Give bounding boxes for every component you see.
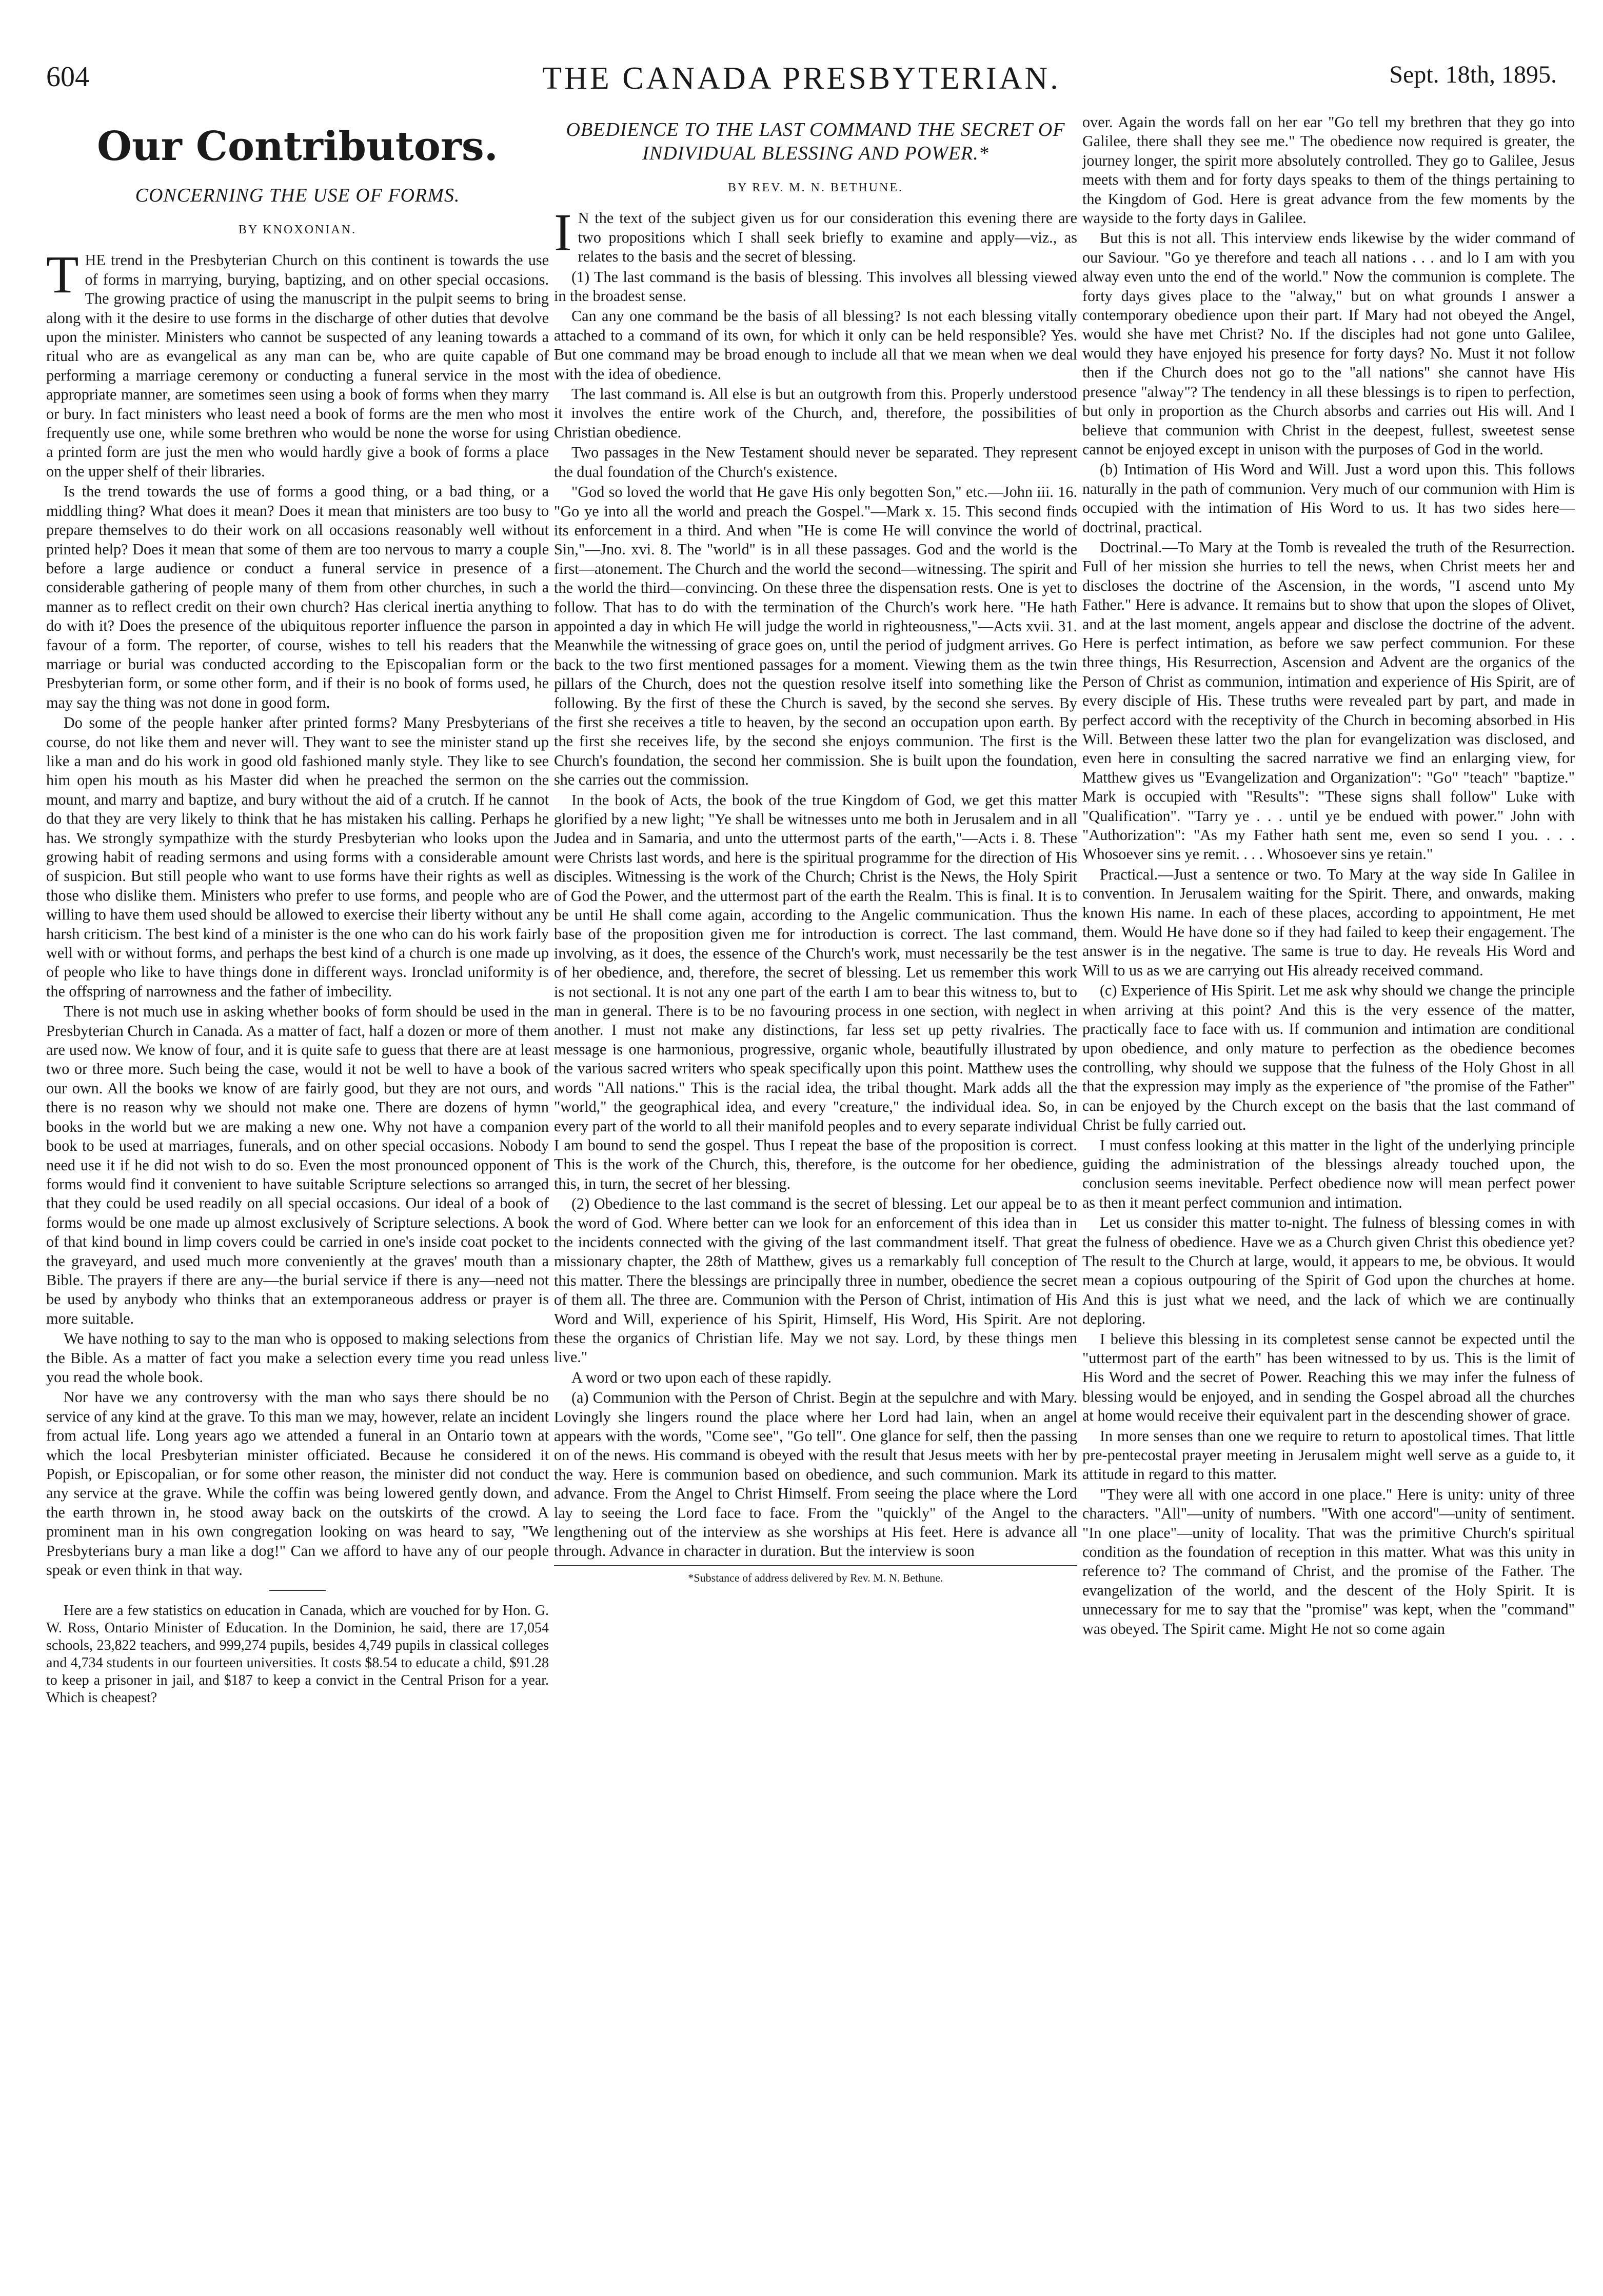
article-paragraph: (c) Experience of His Spirit. Let me ask why should we change the principle when arriving at this point? And this is the very essence of the matter, practically face to face with us. If communion and intimation are conditional upon obedience, and only mature to perfection as the obedience becomes controlling, why should we suppose that the fulness of the Holy Ghost in all that the expression may imply as the experience of "the promise of the Father" can be enjoyed by the Church except on the basis that the last command of Christ be fully carried out. — [1082, 982, 1575, 1134]
article-paragraph: But this is not all. This interview ends likewise by the wider command of our Saviour. "Go ye therefore and teach all nations . . . and lo I am with you alway even unto the end of the world." Now the communion is complete. The forty days gives place to the "alway," but on what grounds I answer a contemporary obedience upon their part. If Mary had not obeyed the Angel, would she have met Christ? No. If the disciples had not gone unto Galilee, would they have enjoyed his presence for forty days? No. Must it not follow then if the Church does not go to the "all nations" she cannot have His presence "alway"? The tendency in all these blessings is to ripen to perfection, but only in proportion as the Church absorbs and carries out His will. And I believe that communion with Christ in the deepest, fullest, sweetest sense cannot be enjoyed except in unison with the purposes of God in the world. — [1082, 229, 1575, 458]
article-paragraph: I believe this blessing in its completest sense cannot be expected until the "uttermost part of the earth" has been witnessed to by us. This is the limit of His Word and the secret of Power. Reaching this we may infer the fulness of blessing would be enjoyed, and in sending the Gospel abroad all the churches at home would receive their equivalent part in the descending shower of grace. — [1082, 1330, 1575, 1425]
article-byline: BY REV. M. N. BETHUNE. — [727, 181, 903, 194]
article-paragraph: Practical.—Just a sentence or two. To Mary at the way side In Galilee in convention. In Jerusalem waiting for the Spirit. There, and onwards, making known His name. In each of these places, according to appointment, He met them. Would He have done so if they had failed to keep their engagement. The answer is in the negative. The same is true to day. He reveals His Word and Will to us as we are carrying out His already received command. — [1082, 865, 1575, 979]
article-title: OBEDIENCE TO THE LAST COMMAND THE SECRET OF INDIVIDUAL BLESSING AND POWER.* — [566, 119, 1065, 164]
article-paragraph: I must confess looking at this matter in the light of the underlying principle guiding the administration of the blessings already touched upon, the conclusion seems inevitable. Perfect obedience now will mean perfect power as then it meant perfect communion and intimation. — [1082, 1136, 1575, 1211]
article-paragraph: Is the trend towards the use of forms a good thing, or a bad thing, or a middling thing? What does it mean? Does it mean that ministers are too busy to prepare themselves to do their work on all occasions reasonably well without printed help? Does it mean that some of them are too nervous to marry a couple before a large audience or conduct a funeral service in presence of a considerable gathering of people many of them from other churches, in such a manner as to reflect credit on their own church? Has clerical inertia anything to do with it? Does the presence of the ubiquitous reporter influence the parson in favour of a form. The reporter, of course, wishes to tell his readers that the marriage or burial was conducted according to the Episcopalian form or the Presbyterian form, or some other form, and if their is no book of forms used, he may say the thing was not done in good form. — [46, 483, 549, 711]
article-paragraph: Nor have we any controversy with the man who says there should be no service of any kind at the grave. To this man we may, however, relate an incident from actual life. Long years ago we attended a funeral in an Ontario town at which the local Presbyterian minister officiated. Because he considered it Popish, or Episcopalian, or for some other reason, the minister did not conduct any service at the grave. While the coffin was being lowered gently down, and the earth thrown in, he stood away back on the outskirts of the crowd. A prominent man in his own congregation looking on was heard to say, "We Presbyterians bury a man like a dog!" Can we afford to have any of our people speak or even think in that way. — [46, 1388, 549, 1579]
newspaper-title: THE CANADA PRESBYTERIAN. — [542, 61, 1061, 96]
article-paragraph: Doctrinal.—To Mary at the Tomb is revealed the truth of the Resurrection. Full of her mission she hurries to tell the news, when Christ meets her and discloses the doctrine of the Ascension, in the words, "I ascend unto My Father." Here is advance. It remains but to show that upon the slopes of Olivet, and at the last moment, angels appear and disclose the doctrine of the advent. Here is perfect intimation, as before we saw perfect communion. For these three things, His Resurrection, Ascension and Advent are the organics of the Person of Christ as communion, intimation and experience of His Spirit, are of every disciple of His. These truths were revealed part by part, and made in perfect accord with the receptivity of the Church in becoming absorbed in His Will. Between these latter two the plan for evangelization was disclosed, and even here in consulting the sacred narrative we find an enlarging view, for Matthew gives us "Evangelization and Organization": "Go" "teach" "baptize." Mark is occupied with "Results": "These signs shall follow" Luke with "Qualification". "Tarry ye . . . until ye be endued with power." John with "Authorization": "As my Father hath sent me, even so send I you. . . . Whosoever sins ye remit. . . . Whosoever sins ye retain." — [1082, 538, 1575, 863]
column-1 — [46, 113, 549, 1707]
issue-date: Sept. 18th, 1895. — [1389, 61, 1557, 88]
article-byline: BY KNOXONIAN. — [238, 223, 357, 236]
article-paragraph: We have nothing to say to the man who is opposed to making selections from the Bible. As a matter of fact you make a selection every time you read unless you read the whole book. — [46, 1330, 549, 1386]
page-number: 604 — [46, 61, 89, 93]
article-paragraph: (2) Obedience to the last command is the secret of blessing. Let our appeal be to the word of God. Where better can we look for an enforcement of this idea than in the incidents connected with the giving of the last commandment itself. That great missionary chapter, the 28th of Matthew, gives us a remarkably full conception of this matter. There the blessings are principally three in number, obedience the secret of them all. The three are. Communion with the Person of Christ, intimation of His Word and Will, experience of his Spirit, Himself, His Word, His Spirit. Are not these the organics of Christian life. May we not say. Lord, by these things men live." — [554, 1195, 1077, 1366]
footnote: *Substance of address delivered by Rev. M. N. Bethune. — [554, 1565, 1077, 1587]
drop-cap: T — [46, 245, 79, 305]
masthead — [46, 61, 1557, 107]
article-paragraph: A word or two upon each of these rapidly. — [571, 1368, 832, 1386]
article-paragraph: Two passages in the New Testament should never be separated. They represent the dual foundation of the Church's existence. — [554, 444, 1077, 481]
article-title: CONCERNING THE USE OF FORMS. — [135, 185, 460, 206]
article-paragraph: In the book of Acts, the book of the true Kingdom of God, we get this matter glorified by a new light; "Ye shall be witnesses unto me both in Jerusalem and in all Judea and in Samaria, and unto the uttermost parts of the earth,"—Acts i. 8. These were Christs last words, and here is the spiritual programme for the direction of His disciples. Witnessing is the work of the Church; Christ is the News, the Holy Spirit of God the Power, and the uttermost part of the earth the Realm. This is final. It is to be until He shall come again, according to the Angelic communication. Thus the base of the proposition given me for introduction is correct. The last command, involving, as it does, the essence of the Church's work, must necessarily be the test of her obedience, and, therefore, the secret of blessing. Let us remember this work is not sectional. It is not any one part of the earth I am to bear this witness to, but to man in general. There is to be no favouring process in one section, with neglect in another. I must not make any distinctions, far less set up petty rivalries. The message is one harmonious, progressive, organic whole, beautifully illustrated by the various sacred writers who speak specifically upon this point. Matthew uses the words "All nations." This is the racial idea, the tribal thought. Mark adds all the "world," the geographical idea, and every "creature," the individual idea. So, in every part of the world to all their manifold peoples and to every separate individual I am bound to send the gospel. Thus I repeat the base of the proposition is correct. This is the work of the Church, this, therefore, is the outcome for her obedience, this, in turn, the secret of her blessing. — [554, 791, 1077, 1192]
article-paragraph: The last command is. All else is but an outgrowth from this. Properly understood it involves the entire work of the Church, and, therefore, the possibilities of Christian obedience. — [554, 385, 1077, 441]
article-paragraph: "God so loved the world that He gave His only begotten Son," etc.—John iii. 16. "Go ye into all the world and preach the Gospel."—Mark x. 15. This second finds its enforcement in a third. And when "He is come He will convince the world of Sin,"—Jno. xvi. 8. The "world" is in all these passages. God and the world is the first—atonement. The Church and the world the second—witnessing. The spirit and the world the third—convincing. On these three the dispensation rests. One is yet to follow. That has to do with the termination of the Church's work here. "He hath appointed a day in which He will judge the world in righteousness,"—Acts xvii. 31. Meanwhile the witnessing of grace goes on, until the period of judgment arrives. Go back to the two first mentioned passages for a moment. Viewing them as the twin pillars of the Church, does not the question resolve itself into something like the following. By the first of these the Church is saved, by the second she serves. By the first she receives a title to heaven, by the second an occupation upon earth. By the first she receives life, by the second she enjoys communion. The first is the Church's foundation, the second her commission. She is built upon the foundation, she carries out the commission. — [554, 483, 1077, 789]
statistics-note: Here are a few statistics on education in Canada, which are vouched for by Hon. G. W. Ross, Ontario Minister of Education. In the Dominion, he said, there are 17,054 schools, 23,822 teachers, and 999,274 pupils, besides 4,749 pupils in classical colleges and 4,734 students in our fourteen universities. It costs $8.54 to educate a child, $91.28 to keep a prisoner in jail, and $187 to keep a convict in the Central Prison for a year. Which is cheapest? — [46, 1603, 549, 1706]
article-paragraph: Do some of the people hanker after printed forms? Many Presbyterians of course, do not like them and never will. They want to see the minister stand up like a man and do his work in good old fashioned manly style. They like to see him open his mouth as his Master did when he preached the sermon on the mount, and marry and baptize, and bury without the aid of a crutch. If he cannot do that they are very likely to think that he has mistaken his calling. Perhaps he has. We strongly sympathize with the sturdy Presbyterian who looks upon the growing habit of reading sermons and using forms with a considerable amount of suspicion. But still people who want to use forms have their rights as well as those who dislike them. Ministers who prefer to use forms, and people who are willing to have them used should be allowed to exercise their liberty without any harsh criticism. The best kind of a minister is the one who can do his work fairly well with or without forms, and perhaps the best kind of a church is one made up of people who like to have things done in different ways. Ironclad uniformity is the offspring of narrowness and the father of imbecility. — [46, 714, 549, 1000]
section-heading: Our Contributors. — [97, 123, 498, 170]
article-paragraph: (a) Communion with the Person of Christ. Begin at the sepulchre and with Mary. Lovingly she lingers round the place where her Lord had lain, when an angel appears with the words, "Come see", "Go tell". One glance for self, then the passing on of the news. His command is obeyed with the result that Jesus meets with her by the way. Here is communion based on obedience, and such communion. Mark its advance. From the Angel to Christ Himself. From seeing the place where the Lord lay to seeing the Lord face to face. From the "quickly" of the Angel to the lengthening out of the interview as she worships at His feet. Here is advance all through. Advance in character in duration. But the interview is soon — [554, 1389, 1077, 1560]
article-paragraph: Can any one command be the basis of all blessing? Is not each blessing vitally attached to a command of its own, for which it only can be held responsible? Yes. But one command may be broad enough to include all that we mean when we deal with the idea of obedience. — [554, 307, 1077, 383]
article-paragraph: "They were all with one accord in one place." Here is unity: unity of three characters. "All"—unity of numbers. "With one accord"—unity of sentiment. "In one place"—unity of locality. That was the primitive Church's spiritual condition as the foundation of reception in this matter. What was this unity in reference to? The command of Christ, and the promise of the Father. The evangelization of the world, and the descent of the Holy Spirit. It is unnecessary for me to say that the "promise" was kept, when the "command" was obeyed. The Spirit came. Might He not so come again — [1082, 1485, 1575, 1638]
article-paragraph: There is not much use in asking whether books of form should be used in the Presbyterian Church in Canada. As a matter of fact, half a dozen or more of them are used now. We know of four, and it is quite safe to guess that there are at least two or three more. Such being the case, would it not be well to have a book of our own. All the books we know of are fairly good, but they are not ours, and there is no reason why we should not make one. There are dozens of hymn books in the world but we are making a new one. Why not have a companion book to be used at marriages, funerals, and on other special occasions. Nobody need use it if he did not wish to do so. Even the most pronounced opponent of forms would find it convenient to have suitable Scripture selections so arranged that they could be used readily on all special occasions. Our ideal of a book of forms would be one made up almost exclusively of Scripture selections. A book of that kind bound in limp covers could be carried in one's inside coat pocket to the graveyard, and used much more conveniently at the graves' mouth than a Bible. The prayers if there are any—the burial service if there is any—need not be used by anybody who thinks that an extemporaneous address or prayer is more suitable. — [46, 1003, 549, 1327]
column-2 — [554, 113, 1077, 1587]
article-paragraph: In more senses than one we require to return to apostolical times. That little pre-pentecostal prayer meeting in Jerusalem might well serve as a guide to, it attitude in regard to this matter. — [1082, 1427, 1575, 1483]
article-paragraph: (1) The last command is the basis of blessing. This involves all blessing viewed in the broadest sense. — [554, 268, 1077, 305]
article-paragraph: Let us consider this matter to-night. The fulness of blessing comes in with the fulness of obedience. Have we as a Church given Christ this obedience yet? The result to the Church at large, would, it appears to me, be obvious. It would mean a copious outpouring of the Spirit of God upon the churches at home. And this is just what we need, and the lack of which we are continually deploring. — [1082, 1214, 1575, 1328]
article-paragraph: I N the text of the subject given us for our consideration this evening there are two propositions which I shall seek briefly to examine and apply—viz., as relates to the basis and the secret of blessing. — [554, 203, 1077, 266]
article-paragraph: (b) Intimation of His Word and Will. Just a word upon this. This follows naturally in the path of communion. Very much of our communion with Him is occupied with the intimation of His Word to us. It has two sides here—doctrinal, practical. — [1082, 461, 1575, 536]
article-paragraph: over. Again the words fall on her ear "Go tell my brethren that they go into Galilee, there shall they see me." The obedience now required is greater, the journey longer, the spirit more absolutely controlled. They go to Galilee, Jesus meets with them and for forty days speaks to them of the things pertaining to the Kingdom of God. Here is great advance from the few moments by the wayside to the forty days in Galilee. — [1082, 113, 1575, 227]
article-paragraph: THE trend in the Presbyterian Church on this continent is towards the use of forms in marrying, burying, baptizing, and on other special occasions. The growing practice of using the manuscript in the pulpit seems to bring along with it the desire to use forms in the discharge of other duties that devolve upon the minister. Ministers who cannot be suspected of any leaning towards a ritual who are as evangelical as any man can be, who are quite capable of performing a marriage ceremony or conducting a funeral service in the most appropriate manner, are sometimes seen using a book of forms when they marry or bury. In fact ministers who least need a book of forms are the men who most frequently use one, while some brethren who would be none the worse for using a printed form are just the men who would hardly give a book of forms a place on the upper shelf of their libraries. — [46, 245, 549, 480]
drop-cap: I — [554, 203, 572, 263]
divider — [269, 1590, 326, 1591]
column-3 — [1082, 113, 1575, 1640]
